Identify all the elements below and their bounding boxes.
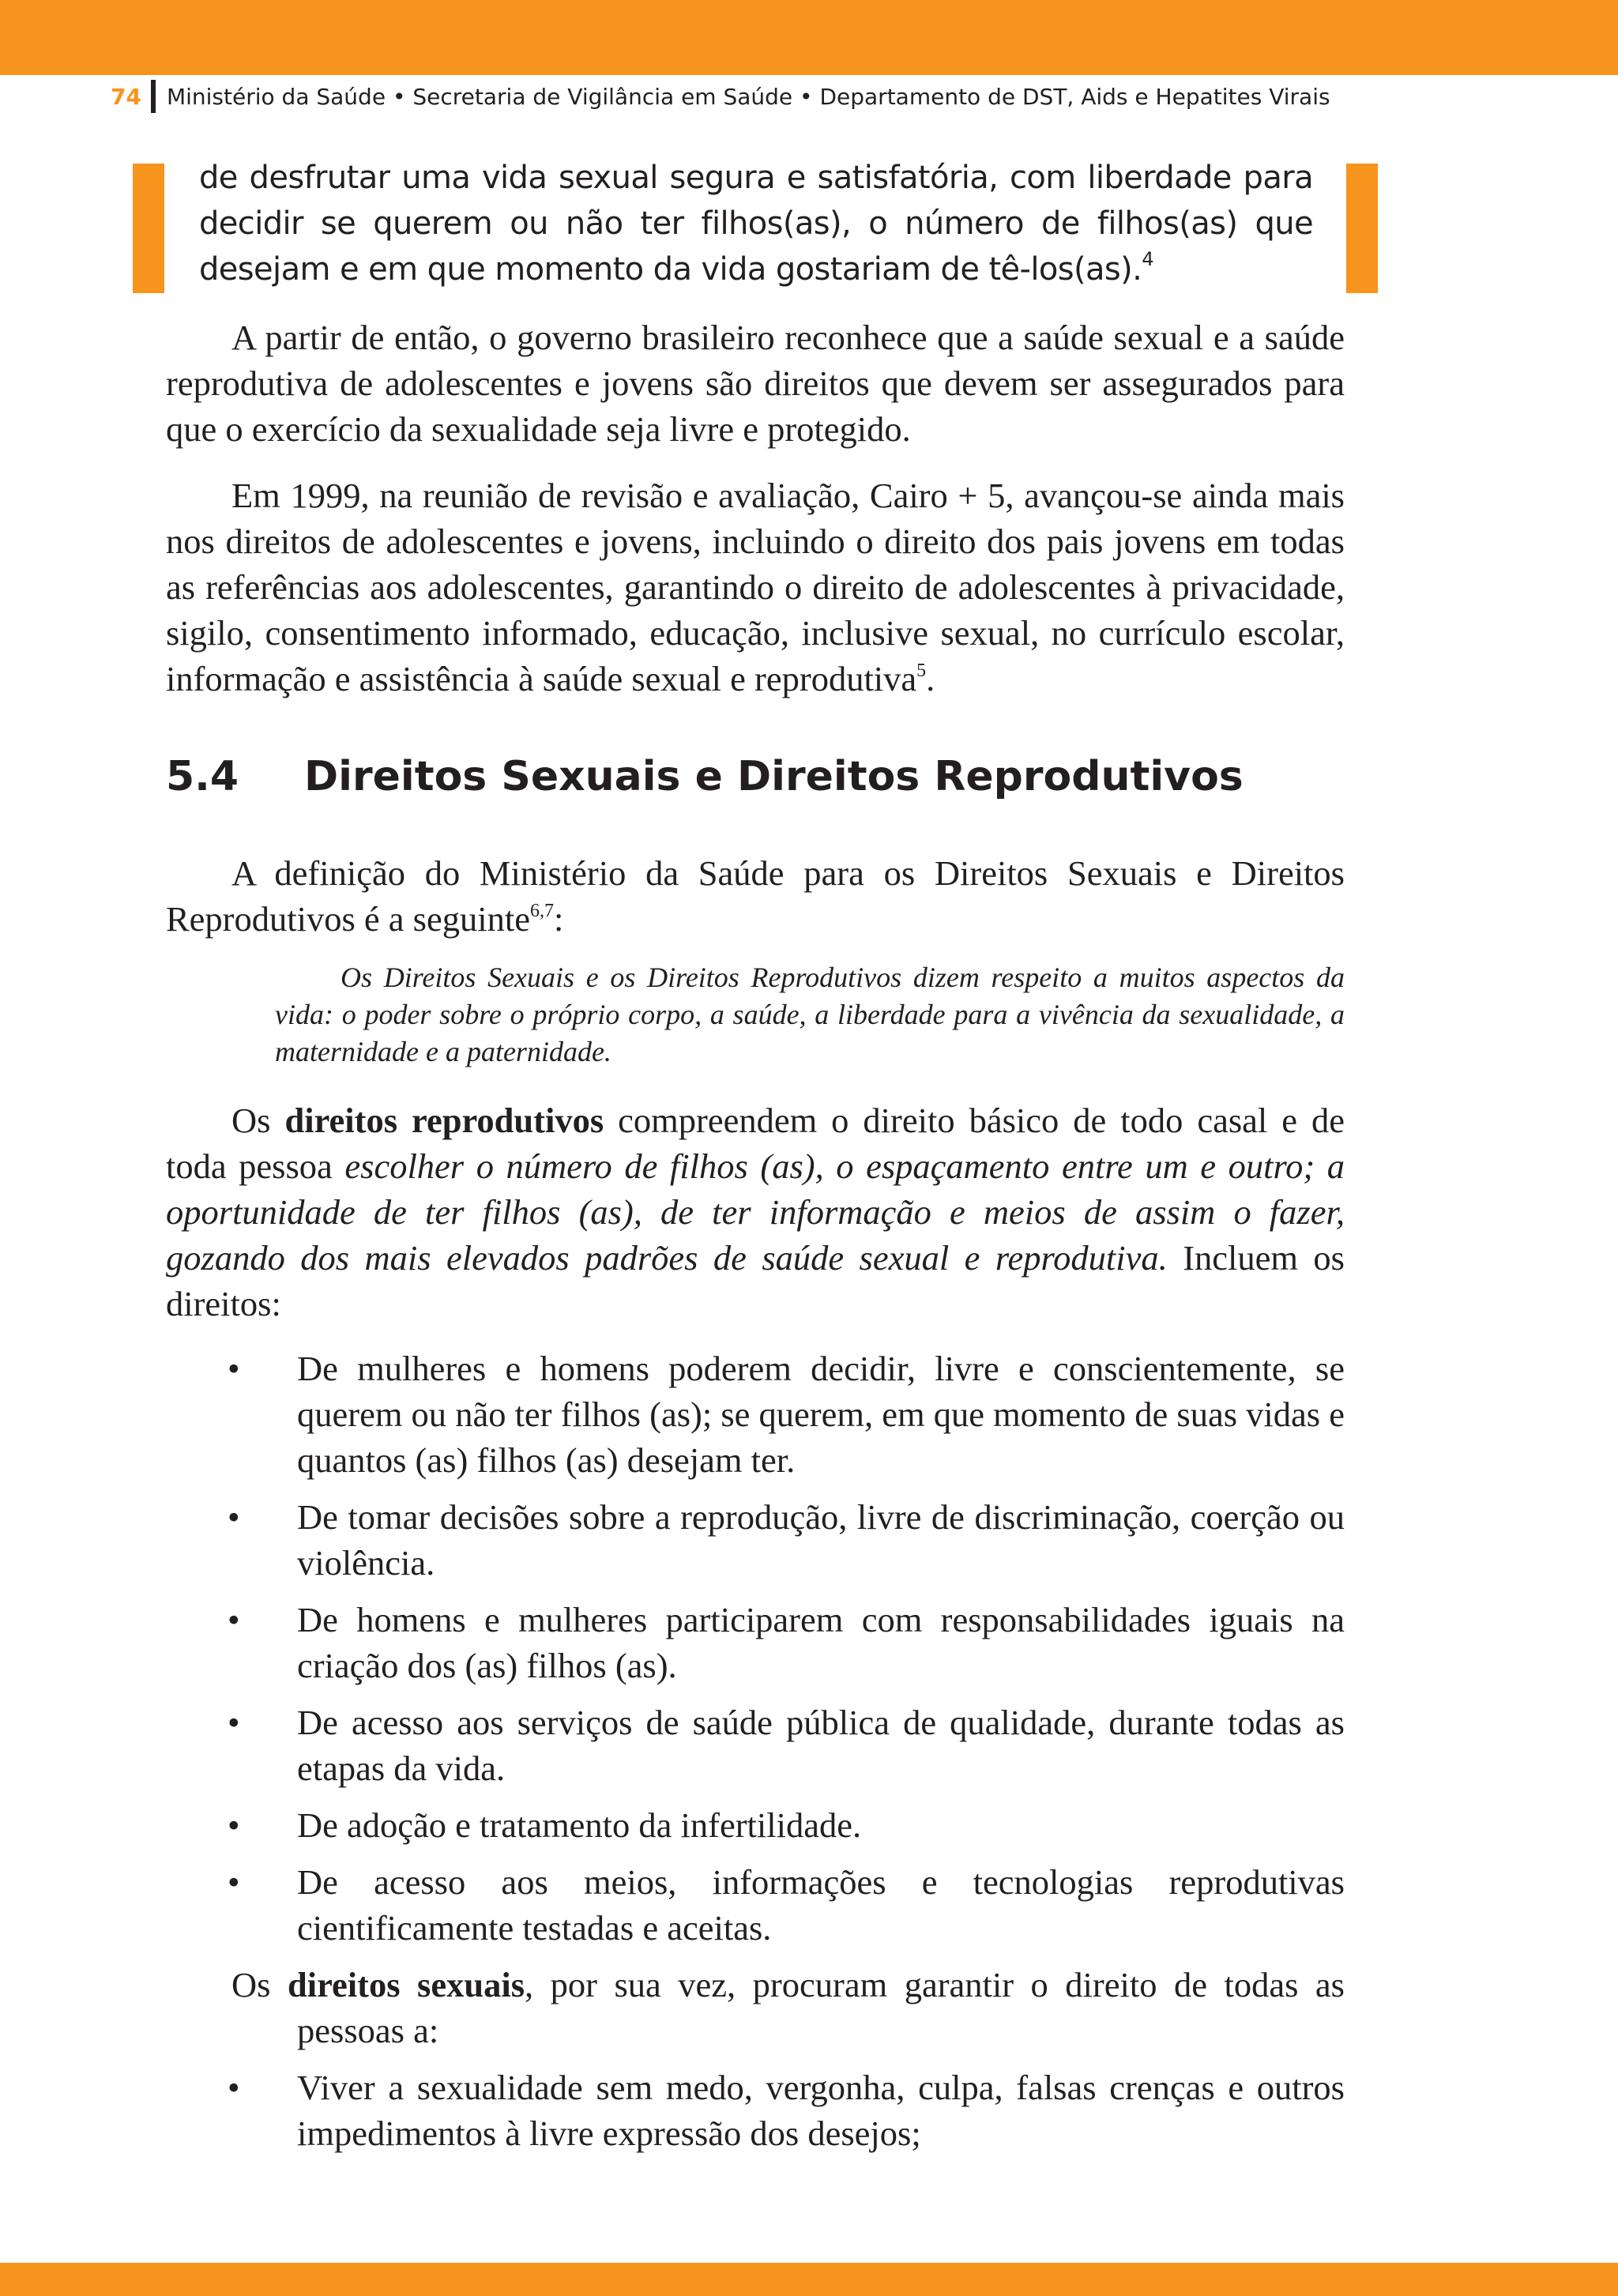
paragraph-cairo-end: . [926, 659, 935, 698]
list-item-text: De homens e mulheres participarem com responsabilidades iguais na criação dos (as) filhos (as). [297, 1600, 1345, 1685]
reproductive-rights-list [166, 1346, 1345, 1951]
intro-paragraphs [166, 314, 1345, 702]
term-reproductive-rights: direitos reprodutivos [284, 1101, 604, 1140]
list-item [166, 1597, 1345, 1688]
paragraph-definition-end: : [553, 899, 564, 939]
list-item [166, 1494, 1345, 1586]
list-item-text: De adoção e tratamento da infertilidade. [297, 1805, 862, 1845]
list-item [166, 1699, 1345, 1791]
list-item-text: De acesso aos serviços de saúde pública de qualidade, durante todas as etapas da vida. [297, 1703, 1345, 1788]
para4-end: Incluem os direitos: [166, 1238, 1345, 1323]
section-number: 5.4 [166, 753, 239, 800]
footnote-ref-5: 5 [916, 661, 927, 681]
bullet-icon: • [228, 2068, 240, 2107]
list-item-text: De acesso aos meios, informações e tecnologias reprodutivas cientificamente testadas e aceitas. [297, 1862, 1345, 1948]
definition-intro [166, 850, 1345, 942]
callout-box [199, 155, 1313, 292]
paragraph-reproductive-rights [166, 1097, 1345, 1327]
running-header [111, 79, 1330, 114]
section-heading [166, 749, 1345, 804]
footnote-ref-6-7: 6,7 [529, 901, 554, 921]
callout-text: de desfrutar uma vida sexual segura e satisfatória, com liberdade para decidir se querem ou não ter filhos(as), o número de filhos(as) que desejam e em que momento da vida gostariam de tê-los(as). [199, 160, 1313, 288]
header-divider [151, 80, 156, 113]
bullet-icon: • [228, 1703, 240, 1742]
page-number: 74 [111, 83, 141, 110]
list-item-text: Viver a sexualidade sem medo, vergonha, culpa, falsas crenças e outros impedimentos à livre expressão dos desejos; [297, 2068, 1345, 2153]
list-item [166, 1859, 1345, 1951]
block-quote: Os Direitos Sexuais e os Direitos Reprodutivos dizem respeito a muitos aspectos da vida: o poder sobre o próprio corpo, a saúde, a liberdade para a vivência da sexualidade, a maternidade e a paternidade. [275, 962, 1345, 1067]
para4-mid: compreendem o direito básico de todo casal e de toda pessoa [166, 1101, 1345, 1186]
para4-italic: escolher o número de filhos (as), o espaçamento entre um e outro; a oportunidade de ter filhos (as), de ter informação e meios de assim o fazer, gozando dos mais elevados padrões de saúde sexual e reprodutiva. [166, 1146, 1345, 1278]
list-item-text: De tomar decisões sobre a reprodução, livre de discriminação, coerção ou violência. [297, 1497, 1345, 1583]
callout-footnote-ref: 4 [1142, 248, 1153, 270]
bullet-icon: • [228, 1805, 240, 1845]
callout-bar-right [1346, 164, 1378, 293]
running-title: Ministério da Saúde • Secretaria de Vigilância em Saúde • Departamento de DST, Aids e Hepatites Virais [166, 83, 1330, 110]
para5-end: , por sua vez, procuram garantir o direito de todas as pessoas a: [297, 1965, 1345, 2050]
bullet-icon: • [228, 1349, 240, 1388]
bullet-icon: • [228, 1600, 240, 1639]
paragraph-government: A partir de então, o governo brasileiro reconhece que a saúde sexual e a saúde reprodutiva de adolescentes e jovens são direitos que devem ser assegurados para que o exercício da sexualidade seja livre e protegido. [166, 318, 1345, 449]
top-color-band [0, 0, 1618, 75]
sexual-rights-list [166, 2065, 1345, 2156]
section-title: Direitos Sexuais e Direitos Reprodutivos [304, 753, 1244, 800]
paragraph-cairo [166, 472, 1345, 702]
para5-lead: Os [231, 1965, 288, 2004]
rights-section [166, 1097, 1345, 2167]
paragraph-definition [166, 850, 1345, 942]
paragraph-cairo-text: Em 1999, na reunião de revisão e avaliação, Cairo + 5, avançou-se ainda mais nos direitos de adolescentes e jovens, incluindo o direito dos pais jovens em todas as referências aos adolescentes, garantindo o direito de adolescentes à privacidade, sigilo, consentimento informado, educação, inclusive sexual, no currículo escolar, informação e assistência à saúde sexual e reprodutiva [166, 476, 1345, 698]
bullet-icon: • [228, 1497, 240, 1537]
paragraph-definition-text: A definição do Ministério da Saúde para os Direitos Sexuais e Direitos Reprodutivos é a seguinte [166, 853, 1345, 939]
list-item-text: De mulheres e homens poderem decidir, livre e conscientemente, se querem ou não ter filhos (as); se querem, em que momento de suas vidas e quantos (as) filhos (as) desejam ter. [297, 1349, 1345, 1480]
bullet-icon: • [228, 1862, 240, 1902]
paragraph-sexual-rights [166, 1962, 1345, 2053]
para4-lead: Os [231, 1101, 285, 1140]
list-item [166, 1346, 1345, 1483]
callout-bar-left [133, 164, 164, 293]
list-item [166, 2065, 1345, 2156]
bottom-color-band [0, 2263, 1618, 2296]
list-item [166, 1802, 1345, 1848]
term-sexual-rights: direitos sexuais [287, 1965, 525, 2004]
